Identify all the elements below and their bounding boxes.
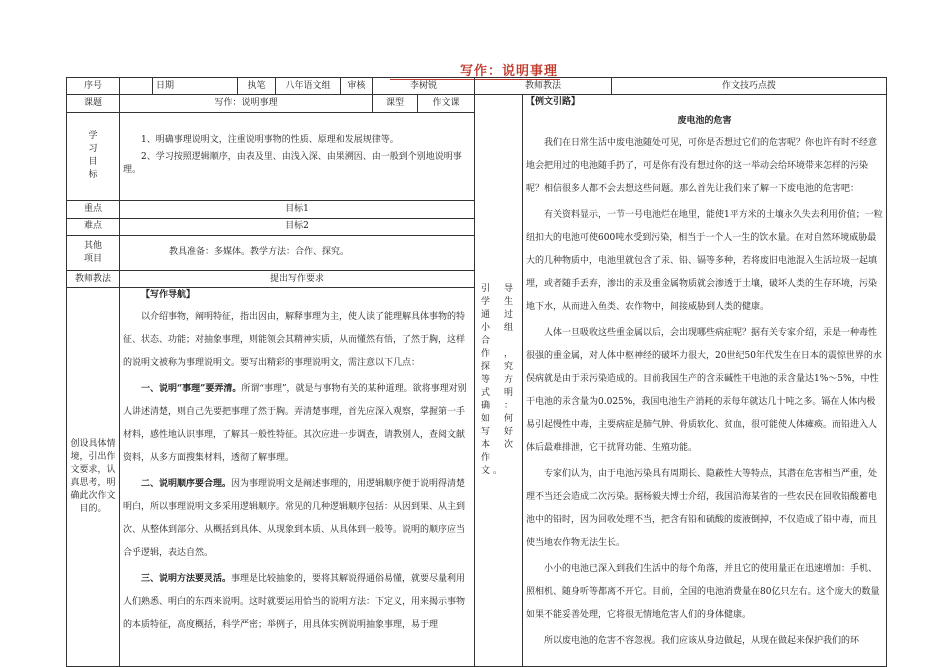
header-shenhe-value: 李树锐 <box>373 78 475 95</box>
row-other-value: 教具准备：多媒体。教学方法：合作、探究。 <box>120 236 475 271</box>
guide-paragraph: 三、说明方法要灵活。事理是比较抽象的，要将其解说得通俗易懂，就要尽量利用人们熟悉、明白的东西来说明。这时就要运用恰当的说明方法：下定义，用来揭示事物的本质特征，高度概括，科学严密；举例子，用具体实例说明抽象事理，易于理 <box>123 574 466 631</box>
left-situation-note: 创设具体情境，引出作文要求，认真思考，明确此次作文目的。 <box>67 288 120 667</box>
essay-paragraph: 有关资料显示，一节一号电池烂在地里，能使1平方米的土壤永久失去利用价值；一粒纽扣大的电池可使600吨水受到污染，相当于一个人一生的饮水量。在对自然环境威胁最大的几种物质中，电池里就包含了汞、铅、镉等多种，若将废旧电池混入生活垃圾一起填埋，或者随手丢弃，渗出的汞及重金属物质就会渗透于土壤，破坏人类的生存环境，污染地下水，从而进入鱼类、农作物中，间接威胁到人类的健康。 <box>526 210 883 313</box>
row-key-point-value: 目标1 <box>120 201 475 218</box>
guide-section-head: 【写作导航】 <box>141 290 196 301</box>
row-kexing-value: 作文课 <box>418 95 475 112</box>
row-kexing-label: 课型 <box>373 95 418 112</box>
header-riqi: 日期 <box>153 78 238 95</box>
goal-2: 2、学习按照逻辑顺序，由表及里、由浅入深、由果溯因、由一般到个别地说明事理。 <box>123 151 462 175</box>
document-title: 写作：说明事理 <box>0 60 950 79</box>
row-teaching-method-value: 提出写作要求 <box>120 270 475 287</box>
row-keti-label: 课题 <box>67 95 120 112</box>
writing-guide <box>120 288 475 667</box>
row-difficulty-value: 目标2 <box>120 218 475 235</box>
row-learning-goals-label: 学 习 目 标 <box>67 112 120 200</box>
header-shenhe: 审核 <box>341 78 373 95</box>
guide-paragraph: 一、说明“事理”要弄清。所谓“事理”，就是与事物有关的某种道理。欲将事理对别人讲述清楚，则自己先要把事理了然于胸。弄清楚事理，首先应深入观察，掌握第一手材料，感性地认识事理，了解其一般性特征。其次应进一步调查，请教别人，查阅文献资料，从多方面搜集材料，透彻了解事理。 <box>123 384 467 464</box>
essay-paragraph: 人体一旦吸收这些重金属以后，会出现哪些病症呢？据有关专家介绍，汞是一种毒性很强的重金属，对人体中枢神经的破坏力很大，20世纪50年代发生在日本的震惊世界的水俣病就是由于汞污染造成的。目前我国生产的含汞碱性干电池的汞含量达1%～5%，中性干电池的汞含量为0.025%，我国电池生产消耗的汞每年就达几十吨之多。镉在人体内极易引起慢性中毒，主要病症是肺气肿、骨质软化、贫血，很可能使人体瘫痪。而铅进入人体后最难排泄，它干扰肾功能、生殖功能。 <box>526 328 882 454</box>
row-learning-goals <box>120 112 475 200</box>
essay-section-head: 【例文引路】 <box>526 97 581 108</box>
goal-1: 1、明确事理说明文，注重说明事物的性质、原理和发展规律等。 <box>141 134 399 145</box>
row-difficulty-label: 难点 <box>67 218 120 235</box>
row-teaching-method-label: 教师教法 <box>67 270 120 287</box>
row-keti-value: 写作：说明事理 <box>120 95 373 112</box>
row-key-point-label: 重点 <box>67 201 120 218</box>
guide-paragraph: 以介绍事物，阐明特征，指出因由，解释事理为主，使人读了能理解具体事物的特征、状态、功能；对抽象事理，则能领会其精神实质，从而懂然有悟，了然于胸，这样的说明文被称为事理说明文。要写出精彩的事理说明文，需注意以下几点： <box>123 312 466 369</box>
header-zhibi: 执笔 <box>238 78 276 95</box>
row-other-label: 其他 项目 <box>67 236 120 271</box>
header-zhibi-value: 八年语文组 <box>276 78 341 95</box>
essay-paragraph: 我们在日常生活中废电池随处可见，可你是否想过它们的危害呢？你也许有时不经意地会把用过的电池随手扔了，可是你有没有想过你的这一举动会给环境带来怎样的污染呢？相信很多人都不会去想这些问题。那么首先让我们来了解一下废电池的危害吧： <box>526 138 878 195</box>
header-writing-tips: 作文技巧点拨 <box>612 78 887 95</box>
lesson-plan-table <box>66 77 887 667</box>
guide-paragraph: 二、说明顺序要合理。因为事理说明文是阐述事理的，用逻辑顺序便于说明得清楚明白，所以事理说明文多采用逻辑顺序。常见的几种逻辑顺序包括：从因到果、从主到次、从整体到部分、从概括到具体、从现象到本质、从具体到一般等。说明的顺序应当合乎逻辑，表达自然。 <box>123 479 466 559</box>
essay-paragraph: 所以废电池的危害不容忽视。我们应该从身边做起，从现在做起来保护我们的环 <box>544 636 860 647</box>
essay-title: 废电池的危害 <box>677 116 732 127</box>
middle-guidance-note: 引导学生通过小组合作，探究等方式明确：如何写好本次作文。 <box>475 95 523 667</box>
header-xuhao: 序号 <box>67 78 120 95</box>
example-essay <box>523 95 887 667</box>
essay-paragraph: 专家们认为，由于电池污染具有周期长、隐蔽性大等特点，其潜在危害相当严重，处理不当还会造成二次污染。据杨毅夫博士介绍，我国沿海某省的一些农民在回收铅酸蓄电池中的铅时，因为回收处理不当，把含有铅和硫酸的废液倒掉，不仅造成了铅中毒，而且使当地农作物无法生长。 <box>526 469 878 549</box>
essay-paragraph: 小小的电池已深入到我们生活中的每个角落，并且它的使用量正在迅速增加：手机、照相机、随身听等都离不开它。目前，全国的电池消费量在80亿只左右。这个庞大的数量如果不能妥善处理，它将很无情地危害人们的身体健康。 <box>526 564 880 621</box>
header-teacher-method: 教师教法 <box>475 78 612 95</box>
